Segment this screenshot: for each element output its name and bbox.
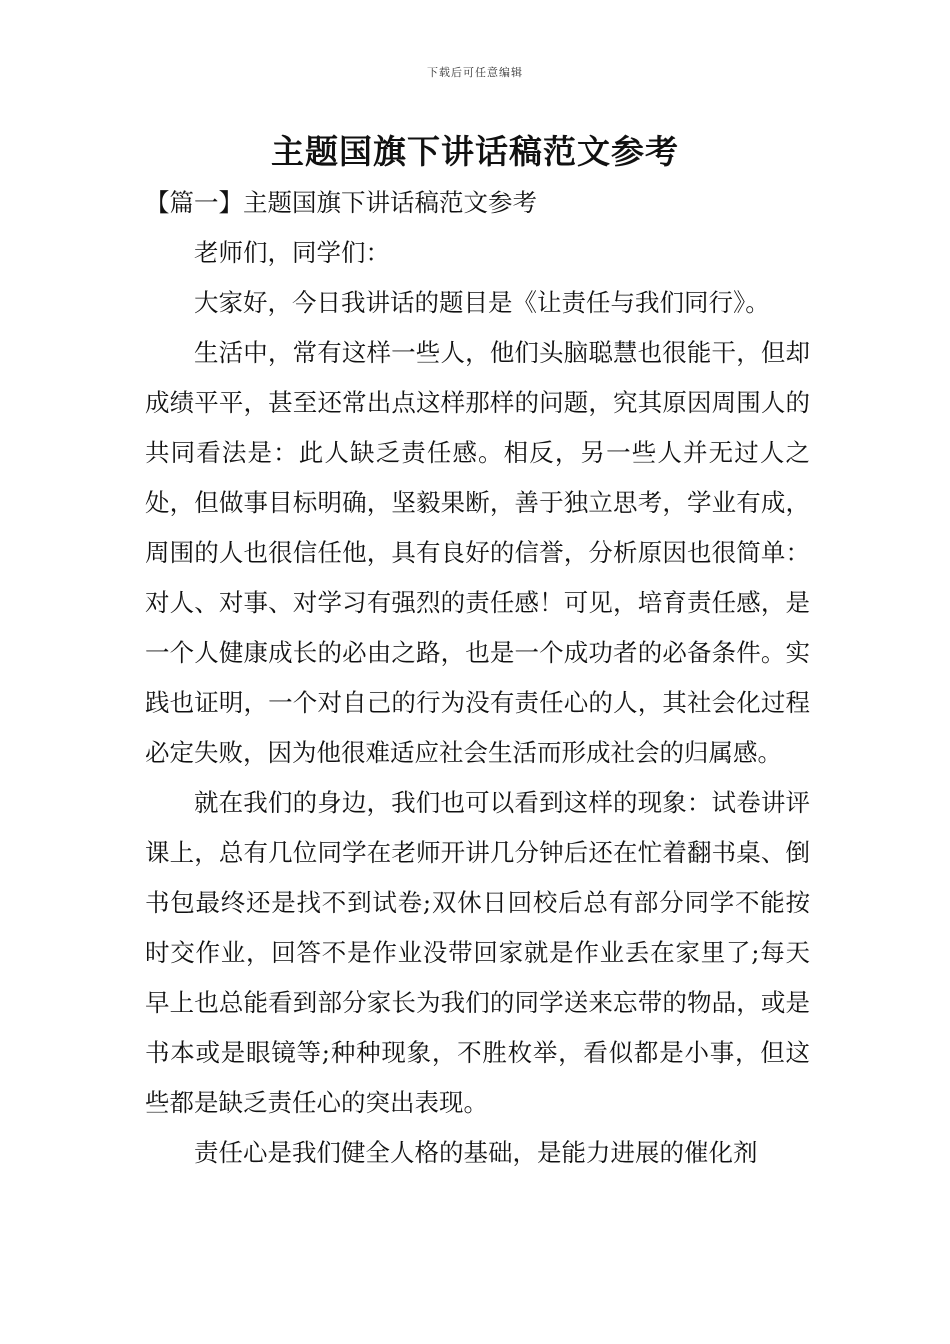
paragraph-conclusion: 责任心是我们健全人格的基础，是能力进展的催化剂 [194, 1138, 758, 1167]
paragraph-responsibility: 生活中，常有这样一些人，他们头脑聪慧也很能干，但却成绩平平，甚至还常出点这样那样的问题，究其原因周围人的共同看法是：此人缺乏责任感。相反，另一些人并无过人之处，但做事目标明确，坚毅果断，善于独立思考，学业有成，周围的人也很信任他，具有良好的信誉，分析原因也很简单：对人、对事、对学习有强烈的责任感！可见，培育责任感，是一个人健康成长的必由之路，也是一个成功者的必备条件。实践也证明，一个对自己的行为没有责任心的人，其社会化过程必定失败，因为他很难适应社会生活而形成社会的归属感。 [145, 338, 810, 767]
document-title: 主题国旗下讲话稿范文参考 [271, 132, 679, 171]
paragraph-intro: 大家好，今日我讲话的题目是《让责任与我们同行》。 [194, 288, 770, 317]
section-heading: 【篇一】主题国旗下讲话稿范文参考 [145, 188, 537, 217]
header-note: 下载后可任意编辑 [427, 66, 523, 79]
paragraph-greeting: 老师们，同学们： [194, 238, 390, 267]
paragraph-examples: 就在我们的身边，我们也可以看到这样的现象：试卷讲评课上，总有几位同学在老师开讲几分钟后还在忙着翻书桌、倒书包最终还是找不到试卷;双休日回校后总有部分同学不能按时交作业，回答不是作业没带回家就是作业丢在家里了;每天早上也总能看到部分家长为我们的同学送来忘带的物品，或是书本或是眼镜等;种种现象，不胜枚举，看似都是小事，但这些都是缺乏责任心的突出表现。 [145, 788, 810, 1117]
document-body [145, 178, 810, 1178]
